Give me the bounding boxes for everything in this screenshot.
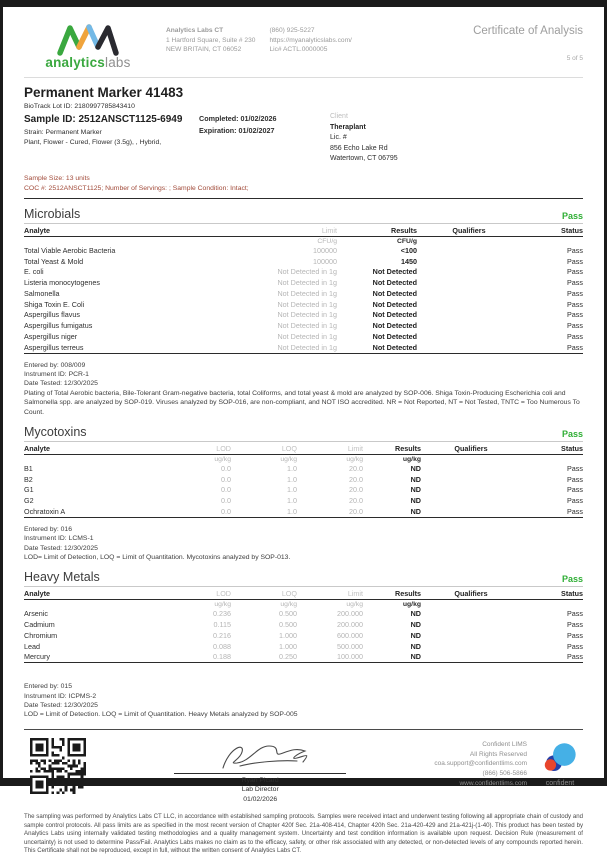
cell: CFU/g [396, 237, 417, 245]
logo-text-primary: analytics [45, 55, 105, 70]
cell: Results [395, 443, 421, 453]
section-footer-line: Plating of Total Aerobic bacteria, Bile-Tolerant Gram-negative bacteria, total Coliforms, and total yeast & mold are analyzed by SOP-006. Shiga Toxin-Producing Escherichia coli and Salmonella spp. are analyzed by SOP-019. Viruses analyzed by SOP-016, are non-compliant, and NOT ISO accredited. NR = Not Reported, NT = Not Tested, TNTC = Too Numerous To Count. [24, 389, 580, 416]
cell: 600.000 [337, 630, 363, 640]
lims-block [434, 740, 583, 789]
section-divider [24, 198, 583, 199]
confident-logo-label: confident [545, 780, 575, 788]
cell: 20.0 [349, 506, 363, 516]
cell: Pass [567, 620, 583, 630]
cell: Pass [567, 474, 583, 484]
cell: ug/kg [214, 601, 231, 609]
lims-email: coa.support@confidentlims.com [434, 760, 527, 768]
document-title: Certificate of Analysis [473, 25, 583, 37]
cell: ND [410, 463, 421, 473]
lab-logo-wordmark [24, 55, 152, 70]
lab-license: Lic# ACTL.0000005 [269, 46, 328, 54]
section-footer-line: Entered by: 008/009 [24, 361, 86, 369]
cell: CFU/g [317, 237, 337, 245]
section-title: Heavy Metals [24, 570, 100, 585]
cell: ND [410, 620, 421, 630]
section-footer-line: Date Tested: 12/30/2025 [24, 380, 98, 388]
cell: ug/kg [280, 601, 297, 609]
table-header-row [24, 587, 583, 600]
table-row [24, 245, 583, 256]
cell: B1 [24, 463, 33, 473]
lab-logo [24, 21, 152, 70]
cell: Aspergillus fumigatus [24, 321, 93, 331]
cell: Total Viable Aerobic Bacteria [24, 245, 116, 255]
cell: Not Detected in 1g [277, 267, 337, 277]
cell: ND [410, 652, 421, 662]
disclaimer-text: The sampling was performed by Analytics Labs CT LLC, in accordance with established sampling protocols. Samples were received intact and underwent testing following all appropriate chain of custody and sample control protocols. All pass limits are as specified in the most recent version of Chapter 420f Sec. 21a-408-414, Chapter 420h Sec. 21a-420-429 and 21a-421j-(1-40). This product has been tested by Analytics Labs using internally validated testing methodologies and a quality management system. Uncertainty and test condition information is available upon request. Decision Rule (measurement of uncertainty) is not used to determine Pass/Fail. Analytics Labs makes no claim as to the efficacy, safety, or other risk associated with any detected, or non-detected levels of any compounds reported herein. This Certificate shall not be reproduced, except in full, without the written consent of Analytics Labs CT. [24, 813, 583, 855]
test-sections [24, 204, 583, 720]
sample-info-row [24, 102, 583, 165]
cell: Pass [567, 267, 583, 277]
cell: Status [561, 443, 583, 453]
cell: Pass [567, 496, 583, 506]
cell: Not Detected [372, 342, 417, 352]
matrix: Plant, Flower - Cured, Flower (3.5g), , Hybrid, [24, 139, 162, 147]
cell: ND [410, 641, 421, 651]
confident-circles-icon [540, 741, 580, 775]
cell: 0.500 [279, 620, 297, 630]
results-table [24, 224, 583, 354]
completed-date: Completed: 01/02/2026 [199, 114, 277, 123]
lims-contact [434, 740, 527, 789]
cell: Not Detected [372, 310, 417, 320]
cell: 0.236 [213, 609, 231, 619]
cell: ND [410, 496, 421, 506]
cell: Lead [24, 641, 40, 651]
table-units-row [24, 237, 583, 245]
signer-name: Ryan Picard [241, 776, 279, 784]
strain: Strain: Permanent Marker [24, 129, 102, 137]
cell: Not Detected in 1g [277, 321, 337, 331]
cell: Limit [347, 443, 363, 453]
cell: ug/kg [214, 455, 231, 463]
biotrack-lot-id: BioTrack Lot ID: 2180997785843410 [24, 103, 135, 110]
table-row [24, 485, 583, 496]
signature-block [86, 740, 434, 805]
cell: 100000 [313, 245, 337, 255]
mountain-zigzag-icon [56, 21, 120, 57]
table-row [24, 506, 583, 517]
footer-divider [24, 729, 583, 730]
section-title: Mycotoxins [24, 424, 87, 439]
cell: 0.0 [221, 506, 231, 516]
cell: Ochratoxin A [24, 506, 66, 516]
table-row [24, 619, 583, 630]
cell: Status [561, 225, 583, 235]
page-content [3, 7, 604, 855]
cell: LOQ [281, 589, 297, 599]
cell: ug/kg [346, 455, 363, 463]
cell: 1450 [401, 256, 417, 266]
cell: Analyte [24, 589, 50, 599]
cell: Not Detected [372, 278, 417, 288]
cell: Arsenic [24, 609, 48, 619]
cell: Not Detected [372, 332, 417, 342]
cell: Pass [567, 299, 583, 309]
cell: ug/kg [402, 455, 421, 463]
sample-details [24, 102, 199, 165]
lab-address-line2: NEW BRITAIN, CT 06052 [166, 46, 242, 54]
cell: 1.000 [279, 630, 297, 640]
section-footer [24, 682, 583, 720]
cell: 20.0 [349, 485, 363, 495]
cell: 0.0 [221, 485, 231, 495]
table-row [24, 331, 583, 342]
table-row [24, 651, 583, 662]
section-status-badge: Pass [561, 574, 583, 585]
cell: Pass [567, 288, 583, 298]
cell: Pass [567, 630, 583, 640]
table-units-row [24, 600, 583, 608]
cell: Qualifiers [454, 443, 488, 453]
cell: 1.0 [287, 474, 297, 484]
doc-title-block [473, 25, 583, 62]
cell: Total Yeast & Mold [24, 256, 84, 266]
cell: 0.0 [221, 474, 231, 484]
section-footer [24, 525, 583, 563]
cell: 200.000 [337, 620, 363, 630]
lims-website: www.confidentlims.com [459, 779, 527, 787]
section-header [24, 204, 583, 224]
cell: 500.000 [337, 641, 363, 651]
table-row [24, 288, 583, 299]
client-address2: Watertown, CT 06795 [330, 155, 398, 162]
cell: G1 [24, 485, 34, 495]
table-row [24, 608, 583, 619]
test-section [24, 204, 583, 417]
cell: 100000 [313, 256, 337, 266]
cell: Pass [567, 256, 583, 266]
cell: Not Detected in 1g [277, 299, 337, 309]
cell: Status [561, 589, 583, 599]
cell: Aspergillus flavus [24, 310, 80, 320]
section-footer-line: Entered by: 016 [24, 525, 72, 533]
section-footer-line: LOD = Limit of Detection. LOQ = Limit of Quantitation. Heavy Metals analyzed by SOP-005 [24, 711, 298, 719]
table-row [24, 299, 583, 310]
document-header [24, 21, 583, 78]
cell: 200.000 [337, 609, 363, 619]
cell: Not Detected in 1g [277, 278, 337, 288]
cell: <100 [400, 245, 417, 255]
cell: LOQ [281, 443, 297, 453]
cell: Aspergillus niger [24, 332, 78, 342]
cell: Pass [567, 310, 583, 320]
table-row [24, 474, 583, 485]
cell: 0.500 [279, 609, 297, 619]
client-block [330, 102, 586, 165]
cell: ND [410, 609, 421, 619]
section-status-badge: Pass [561, 428, 583, 439]
coc-line: COC #: 2512ANSCT1125; Number of Servings: ; Sample Condition: Intact; [24, 184, 249, 192]
table-row [24, 463, 583, 474]
cell: 1.0 [287, 506, 297, 516]
cell: 20.0 [349, 474, 363, 484]
cell: Pass [567, 342, 583, 352]
cell: ug/kg [402, 601, 421, 609]
lab-address-column [166, 26, 255, 55]
table-row [24, 310, 583, 321]
lab-phone: (860) 925-5227 [269, 27, 315, 34]
table-row [24, 342, 583, 353]
confident-logo [537, 741, 583, 787]
cell: LOD [216, 443, 231, 453]
cell: Pass [567, 332, 583, 342]
cell: Not Detected [372, 299, 417, 309]
cell: Aspergillus terreus [24, 342, 84, 352]
product-title: Permanent Marker 41483 [24, 85, 184, 100]
cell: Not Detected [372, 288, 417, 298]
cell: 20.0 [349, 463, 363, 473]
section-title: Microbials [24, 206, 81, 221]
cell: Not Detected in 1g [277, 288, 337, 298]
signature-image [185, 740, 335, 774]
cell: Not Detected in 1g [277, 342, 337, 352]
cell: Pass [567, 463, 583, 473]
section-footer-line: LOD= Limit of Detection, LOQ = Limit of Quantitation. Mycotoxins analyzed by SOP-013. [24, 553, 291, 561]
client-license: Lic. # [330, 134, 347, 141]
cell: 0.088 [213, 641, 231, 651]
expiration-date: Expiration: 01/02/2027 [199, 125, 275, 135]
section-header [24, 567, 583, 587]
cell: 0.216 [213, 630, 231, 640]
cell: 0.0 [221, 463, 231, 473]
client-name: Theraplant [330, 123, 366, 131]
cell: Analyte [24, 443, 50, 453]
cell: Pass [567, 652, 583, 662]
section-footer-line: Instrument ID: LCMS-1 [24, 535, 94, 543]
lims-name: Confident LIMS [482, 740, 527, 748]
cell: Not Detected [372, 321, 417, 331]
section-status-badge: Pass [561, 210, 583, 221]
cell: ND [410, 630, 421, 640]
cell: 1.000 [279, 641, 297, 651]
section-footer-line: Date Tested: 12/30/2025 [24, 702, 98, 709]
cell: Qualifiers [454, 589, 488, 599]
cell: 0.0 [221, 496, 231, 506]
cell: Pass [567, 278, 583, 288]
table-row [24, 277, 583, 288]
cell: Pass [567, 321, 583, 331]
section-footer [24, 361, 583, 417]
cell: Not Detected in 1g [277, 310, 337, 320]
table-row [24, 320, 583, 331]
cell: Pass [567, 609, 583, 619]
signature-date: 01/02/2026 [243, 795, 278, 803]
cell: Results [391, 225, 417, 235]
lab-website: https://myanalyticslabs.com/ [269, 36, 352, 44]
table-row [24, 641, 583, 652]
cell: 20.0 [349, 496, 363, 506]
cell: Pass [567, 245, 583, 255]
lims-rights: All Rights Reserved [469, 750, 527, 758]
section-footer-line: Entered by: 015 [24, 683, 72, 691]
table-row [24, 256, 583, 267]
cell: Limit [347, 589, 363, 599]
cell: ND [410, 485, 421, 495]
cell: G2 [24, 496, 34, 506]
sample-size: Sample Size: 13 units [24, 174, 90, 182]
sample-id: Sample ID: 2512ANSCT1125-6949 [24, 113, 183, 125]
test-section [24, 567, 583, 719]
cell: Qualifiers [452, 225, 486, 235]
cell: 1.0 [287, 463, 297, 473]
cell: 1.0 [287, 496, 297, 506]
cell: Pass [567, 506, 583, 516]
cell: Not Detected in 1g [277, 332, 337, 342]
table-units-row [24, 455, 583, 463]
cell: 100.000 [337, 652, 363, 662]
cell: Pass [567, 485, 583, 495]
cell: Chromium [24, 630, 58, 640]
lab-phone-column [269, 26, 351, 55]
section-header [24, 422, 583, 442]
footer-row [24, 738, 583, 805]
cell: ug/kg [280, 455, 297, 463]
lab-contact-info [166, 26, 352, 55]
cell: Salmonella [24, 288, 60, 298]
cell: ug/kg [346, 601, 363, 609]
cell: 1.0 [287, 485, 297, 495]
cell: Not Detected [372, 267, 417, 277]
cell: 0.188 [213, 652, 231, 662]
table-header-row [24, 224, 583, 237]
signer-info [86, 776, 434, 805]
table-row [24, 266, 583, 277]
client-address1: 856 Echo Lake Rd [330, 144, 388, 152]
results-table [24, 587, 583, 663]
cell: Results [395, 589, 421, 599]
cell: Listeria monocytogenes [24, 278, 100, 288]
signer-title: Lab Director [241, 786, 279, 794]
sample-size-block [24, 174, 583, 194]
table-row [24, 630, 583, 641]
cell: Pass [567, 641, 583, 651]
test-section [24, 422, 583, 562]
cell: 0.115 [213, 620, 231, 630]
cell: Mercury [24, 652, 50, 662]
cell: ND [410, 474, 421, 484]
lab-address-line1: 1 Hartford Square, Suite # 230 [166, 36, 256, 44]
results-table [24, 442, 583, 518]
logo-text-secondary: labs [105, 55, 131, 70]
cell: Shiga Toxin E. Coli [24, 299, 85, 309]
cell: B2 [24, 474, 33, 484]
section-footer-line: Instrument ID: ICPMS-2 [24, 692, 97, 700]
cell: ND [410, 506, 421, 516]
table-row [24, 495, 583, 506]
cell: 0.250 [279, 652, 297, 662]
cell: Limit [321, 225, 337, 235]
table-header-row [24, 442, 583, 455]
section-footer-line: Date Tested: 12/30/2025 [24, 544, 98, 552]
qr-code [30, 738, 86, 794]
cell: E. coli [24, 267, 44, 277]
lims-phone: (866) 506-5866 [482, 770, 527, 777]
section-footer-line: Instrument ID: PCR-1 [24, 371, 89, 379]
lab-name: Analytics Labs CT [166, 27, 224, 34]
cell: Analyte [24, 225, 50, 235]
cell: Cadmium [24, 620, 55, 630]
cell: LOD [216, 589, 231, 599]
client-label: Client [330, 113, 348, 120]
sample-dates [199, 102, 330, 165]
page-number: 5 of 5 [566, 55, 583, 62]
